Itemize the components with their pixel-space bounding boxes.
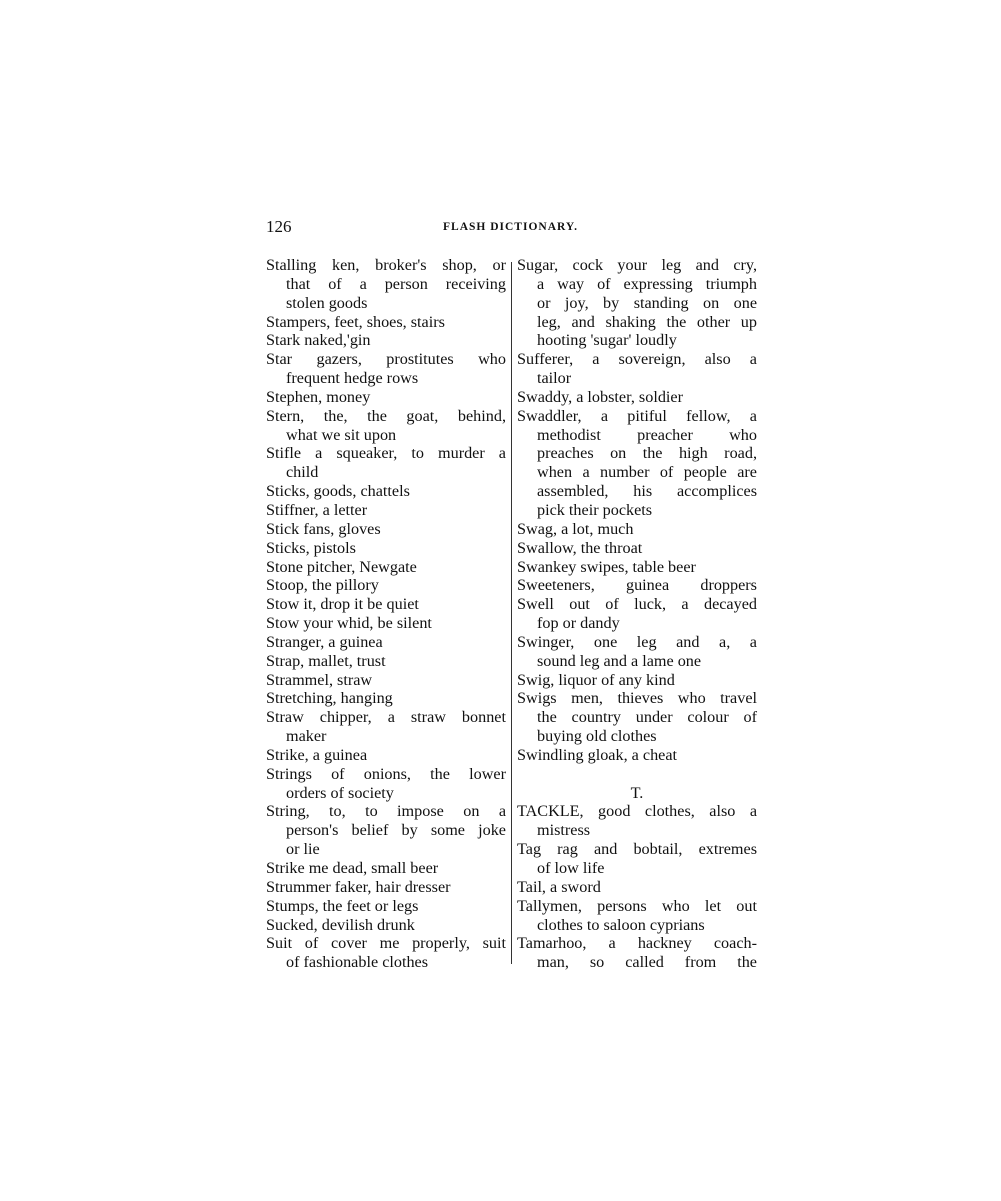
entry-line: Swankey swipes, table beer [517,557,696,576]
entry-line: Swinger, one leg and a, a [517,632,757,651]
entry-line: hooting 'sugar' loudly [537,331,677,350]
entry-line: Strike me dead, small beer [266,859,439,877]
entry-line: that of a person receiving [286,274,506,293]
entry-line: Star gazers, prostitutes who [266,350,506,369]
entry-line: what we sit upon [286,425,397,444]
entry-line: the country under colour of [537,708,757,727]
entry-line: Swallow, the throat [517,538,643,557]
entry-line: buying old clothes [537,727,657,746]
entry-line: Sugar, cock your leg and cry, [517,256,757,274]
entry-line: tailor [537,369,572,388]
entry-line: Stern, the, the goat, behind, [266,406,506,425]
entry-line: Stone pitcher, Newgate [266,557,417,576]
entry-line: Swig, liquor of any kind [517,670,675,689]
entry-line: Stretching, hanging [266,689,393,708]
entry-line: Swaddy, a lobster, soldier [517,387,683,406]
entry-line: a way of expressing triumph [537,274,757,293]
entry-line: Stifle a squeaker, to murder a [266,444,506,463]
entry-line: Strike, a guinea [266,745,368,764]
entry-line: Swindling gloak, a cheat [517,745,678,764]
running-head: FLASH DICTIONARY. [443,221,579,233]
entry-line: Strap, mallet, trust [266,651,386,670]
entry-line: Stiffner, a letter [266,500,368,519]
right-column [517,256,757,972]
entry-line: Tag rag and bobtail, extremes [517,840,757,859]
entry-line: Tallymen, persons who let out [517,896,757,915]
entry-line: Stoop, the pillory [266,576,379,595]
entry-line: of low life [537,859,605,877]
entry-line: child [286,463,319,482]
page-number: 126 [266,217,292,236]
entry-line: stolen goods [286,293,368,312]
entry-line: Stampers, feet, shoes, stairs [266,312,445,331]
left-column [266,256,506,972]
entry-line: Suit of cover me properly, suit [266,934,506,953]
entry-line: assembled, his accomplices [537,482,757,501]
entry-line: pick their pockets [537,500,653,519]
section-letter: T. [630,783,644,802]
entry-line: Swaddler, a pitiful fellow, a [517,406,757,425]
entry-line: Swag, a lot, much [517,519,634,538]
entry-line: Stephen, money [266,387,371,406]
entry-line: Stark naked,'gin [266,331,371,350]
entry-line: preaches on the high road, [537,444,757,463]
entry-line: String, to, to impose on a [266,802,506,821]
entry-line: Swigs men, thieves who travel [517,689,757,708]
entry-line: Stow your whid, be silent [266,614,432,633]
entry-line: sound leg and a lame one [537,651,702,670]
entry-line: or lie [286,840,320,859]
entry-line: mistress [537,821,591,840]
entry-line: Sucked, devilish drunk [266,915,415,934]
entry-line: person's belief by some joke [286,821,506,840]
entry-line [517,765,757,784]
entry-line: Sticks, pistols [266,538,356,557]
entry-line: man, so called from the [537,953,757,972]
entry-line: Stalling ken, broker's shop, or [266,256,506,274]
entry-line: TACKLE, good clothes, also a [517,802,757,821]
entry-line: Strammel, straw [266,670,373,689]
entry-line: Strings of onions, the lower [266,764,506,783]
entry-line: leg, and shaking the other up [537,312,757,331]
entry-line: Tail, a sword [517,877,601,896]
entry-line: methodist preacher who [537,425,757,444]
entry-line: Strummer faker, hair dresser [266,877,451,896]
entry-line: Sufferer, a sovereign, also a [517,350,757,369]
entry-line: or joy, by standing on one [537,293,757,312]
entry-line: orders of society [286,783,394,802]
entry-line: clothes to saloon cyprians [537,915,705,934]
entry-line: Stick fans, gloves [266,519,381,538]
entry-line: Stow it, drop it be quiet [266,595,419,614]
entry-line: Sweeteners, guinea droppers [517,576,757,595]
column-divider [511,262,512,964]
entry-line: Stranger, a guinea [266,632,383,651]
entry-line: Stumps, the feet or legs [266,896,419,915]
entry-line: maker [286,727,327,746]
entry-line: when a number of people are [537,463,757,482]
entry-line: fop or dandy [537,614,620,633]
entry-line: of fashionable clothes [286,953,429,972]
entry-line: Straw chipper, a straw bonnet [266,708,506,727]
entry-line: frequent hedge rows [286,369,419,388]
entry-line: Swell out of luck, a decayed [517,595,757,614]
entry-line: Tamarhoo, a hackney coach- [517,934,757,953]
entry-line: Sticks, goods, chattels [266,482,410,501]
